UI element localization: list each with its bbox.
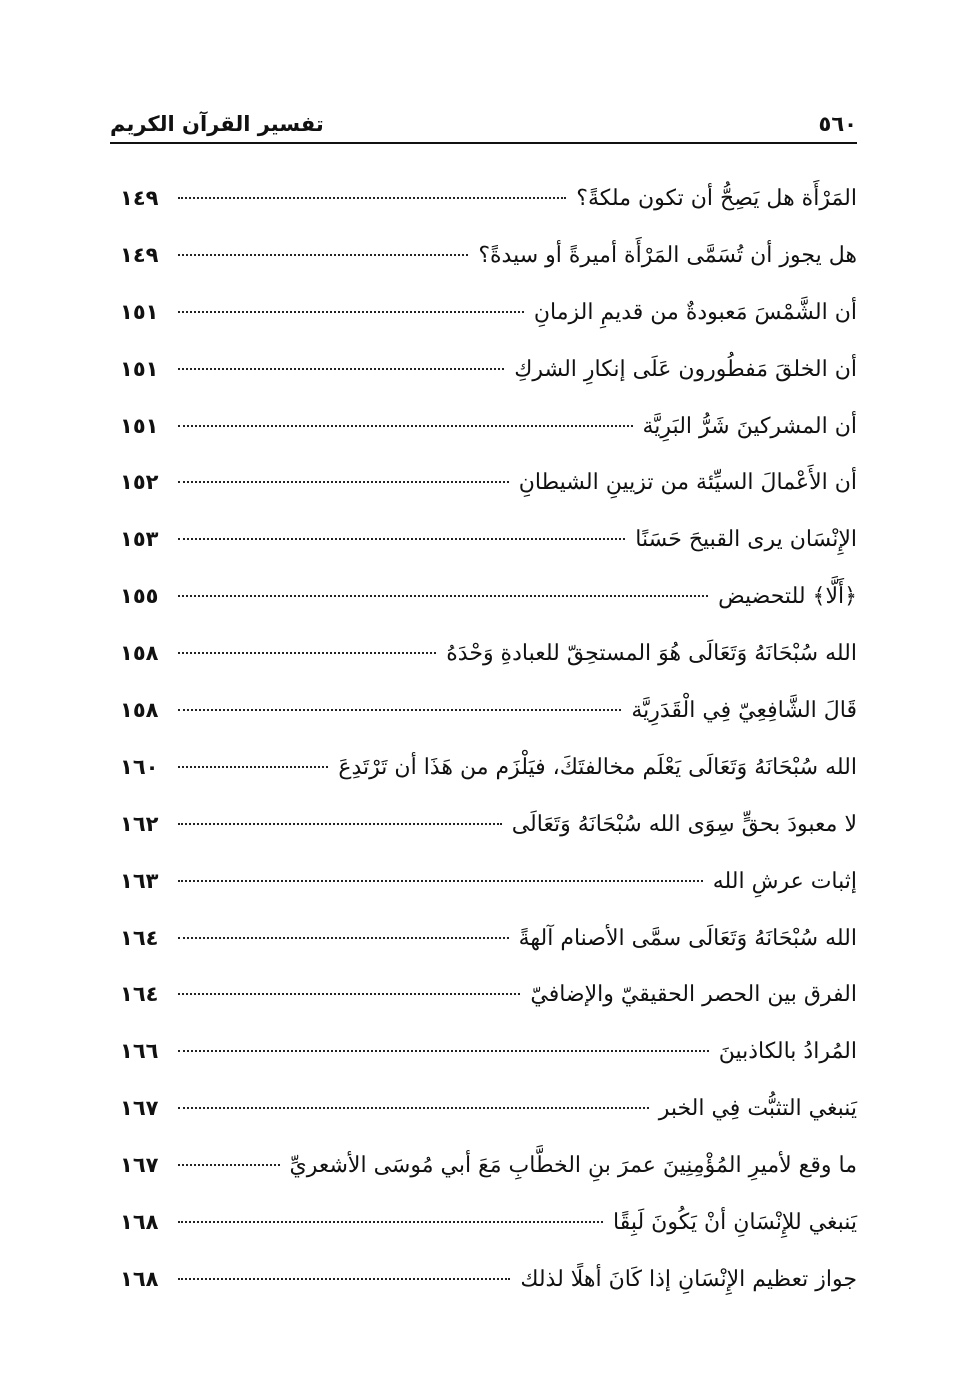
toc-entry-page: ١٥١ <box>120 299 159 324</box>
toc-entry <box>120 966 857 1023</box>
dot-leader <box>178 709 621 711</box>
dot-leader <box>178 937 509 939</box>
toc-entry-title: أن الشَّمْسَ مَعبودةٌ من قديمِ الزمانِ <box>533 299 857 325</box>
toc-entry-page: ١٦٧ <box>120 1096 159 1121</box>
dot-leader <box>178 766 328 768</box>
dot-leader <box>178 880 703 882</box>
toc-entry <box>120 796 857 853</box>
toc-entry <box>120 568 857 625</box>
dot-leader <box>178 311 524 313</box>
toc-entry-page: ١٦٠ <box>120 754 159 779</box>
toc-entry <box>120 1251 857 1308</box>
page-header <box>110 96 857 136</box>
dot-leader <box>178 254 468 256</box>
toc-entry-page: ١٥١ <box>120 356 159 381</box>
dot-leader <box>178 652 436 654</box>
toc-entry-page: ١٦٨ <box>120 1266 159 1291</box>
toc-entry-title: ما وقع لأميرِ المُؤْمِنِينَ عمرَ بنِ الخطَّابِ مَعَ أبي مُوسَى الأشعريِّ <box>289 1153 857 1179</box>
dot-leader <box>178 197 566 199</box>
toc-entry-title: جواز تعظيم الإِنْسَانِ إذا كَانَ أهلًا لذلك <box>520 1266 857 1292</box>
toc-entry <box>120 454 857 511</box>
dot-leader <box>178 1107 649 1109</box>
dot-leader <box>178 1050 709 1052</box>
toc-entry-title: الله سُبْحَانَهُ وَتَعَالَى سمَّى الأصنام آلهةً <box>518 925 857 951</box>
toc-entry-title: الله سُبْحَانَهُ وَتَعَالَى هُوَ المستحِقّ للعبادةِ وَحْدَهُ <box>446 641 857 667</box>
toc-entry-title: الإِنْسَان يرى القبيحَ حَسَنًا <box>635 527 857 553</box>
dot-leader <box>178 823 502 825</box>
toc-entry-title: أن الأَعْمالَ السيِّئة من تزيينِ الشيطانِ <box>518 470 857 496</box>
toc-entry-title: يَنبغي التثبُّت فِي الخبر <box>658 1096 857 1122</box>
toc-entry-page: ١٤٩ <box>120 242 159 267</box>
dot-leader <box>178 425 633 427</box>
toc-entry-page: ١٥٣ <box>120 527 159 552</box>
toc-entry <box>120 1194 857 1251</box>
toc-entry-title: قَالَ الشَّافِعِيّ فِي الْقَدَرِيَّة <box>631 698 857 724</box>
dot-leader <box>178 993 520 995</box>
toc-entry <box>120 398 857 455</box>
book-title: تفسير القرآن الكريم <box>110 112 324 136</box>
toc-entry-title: يَنبغي للإِنْسَانِ أنْ يَكُونَ لَبِقًا <box>613 1210 857 1236</box>
toc-entry-page: ١٦٢ <box>120 811 159 836</box>
toc-entry <box>120 284 857 341</box>
toc-entry-page: ١٥١ <box>120 413 159 438</box>
toc-entry-page: ١٦٧ <box>120 1153 159 1178</box>
toc-entry-page: ١٥٨ <box>120 641 159 666</box>
dot-leader <box>178 481 509 483</box>
dot-leader <box>178 368 504 370</box>
toc-entry-title: الفرق بين الحصر الحقيقيّ والإضافيّ <box>530 982 857 1008</box>
toc-entry <box>120 853 857 910</box>
toc-entry <box>120 341 857 398</box>
toc-entry-page: ١٦٦ <box>120 1039 159 1064</box>
toc-entry <box>120 511 857 568</box>
toc-entry-page: ١٦٤ <box>120 925 159 950</box>
toc-entry-title: المُرادُ بالكاذبينَ <box>718 1039 857 1065</box>
toc-entry-page: ١٤٩ <box>120 186 159 210</box>
toc-entry-page: ١٦٨ <box>120 1210 159 1235</box>
toc-entry-title: ﴿أَلَّا﴾ للتحضيض <box>718 584 857 610</box>
header-rule <box>110 142 857 144</box>
dot-leader <box>178 1164 280 1166</box>
toc-entry-title: إثبات عرشِ الله <box>712 868 857 894</box>
toc-entry-page: ١٥٨ <box>120 698 159 723</box>
toc-entry <box>120 739 857 796</box>
table-of-contents <box>120 170 857 1308</box>
toc-entry <box>120 1080 857 1137</box>
toc-entry-title: أن الخلقَ مَفطُورون عَلَى إنكارِ الشركِ <box>514 356 857 382</box>
toc-entry-title: أن المشركينَ شَرُّ البَرِيَّة <box>642 413 857 439</box>
toc-entry-title: لا معبودَ بحقٍّ سِوَى الله سُبْحَانَهُ وَتَعَالَى <box>511 811 857 837</box>
toc-entry <box>120 1137 857 1194</box>
toc-entry-title: هل يجوز أن تُسَمَّى المَرْأَة أميرةً أو سيدةً؟ <box>478 242 857 268</box>
toc-entry <box>120 910 857 967</box>
toc-entry-title: الله سُبْحَانَهُ وَتَعَالَى يَعْلَم مخالفتَكَ، فيَلْزَم من هَذَا أن تَرْتَدِعَ <box>338 754 857 780</box>
toc-entry-title: المَرْأَة هل يَصِحُّ أن تكون ملكةً؟ <box>576 186 857 211</box>
dot-leader <box>178 1221 603 1223</box>
toc-entry-page: ١٦٤ <box>120 982 159 1007</box>
toc-entry <box>120 682 857 739</box>
dot-leader <box>178 595 708 597</box>
toc-entry-page: ١٥٥ <box>120 584 159 609</box>
toc-entry-page: ١٦٣ <box>120 868 159 893</box>
toc-entry <box>120 1023 857 1080</box>
toc-entry <box>120 170 857 227</box>
toc-entry <box>120 227 857 284</box>
dot-leader <box>178 538 625 540</box>
page-number: ٥٦٠ <box>818 112 857 136</box>
dot-leader <box>178 1278 510 1280</box>
toc-entry <box>120 625 857 682</box>
toc-entry-page: ١٥٢ <box>120 470 159 495</box>
